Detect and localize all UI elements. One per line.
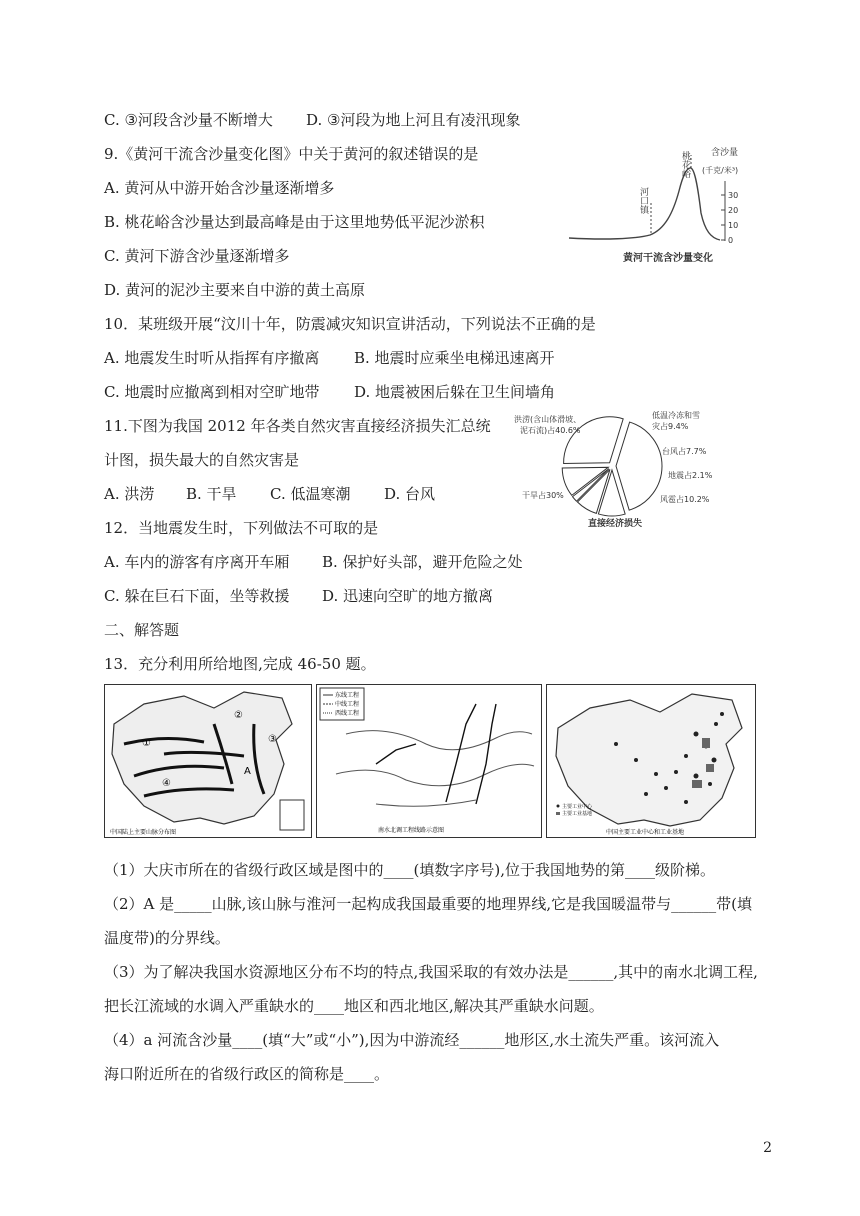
mountain-a: A [244, 766, 251, 777]
q13-part4-line1: （4）a 河流含沙量____(填“大”或“小”),因为中游流经______地形区,水土流失严重。该河流入 [104, 1031, 720, 1049]
pie-label-cold: 低温冷冻和雪 [652, 411, 700, 420]
q13-part2-line1: （2）A 是_____山脉,该山脉与淮河一起构成我国最重要的地理界线,它是我国暖温带与______带(填 [104, 895, 753, 913]
svg-text:主要工业中心: 主要工业中心 [562, 804, 593, 810]
section-heading: 二、解答题 [104, 621, 180, 639]
page-number: 2 [763, 1140, 772, 1156]
q8-option-c: C. ③河段含沙量不断增大 [104, 111, 273, 129]
svg-text:西线工程: 西线工程 [335, 710, 360, 717]
region-2: ② [234, 710, 243, 721]
tick-20: 20 [728, 206, 739, 215]
q10-option-b: B. 地震时应乘坐电梯迅速离开 [354, 349, 555, 367]
q10-option-d: D. 地震被困后躲在卫生间墙角 [354, 383, 556, 401]
q12-option-c: C. 躲在巨石下面，坐等救援 [104, 587, 290, 605]
mountain-map [104, 684, 312, 838]
region-1: ① [142, 738, 151, 749]
q12-option-d: D. 迅速向空旷的地方撤离 [322, 587, 494, 605]
south-north-water-map [316, 684, 542, 838]
q13-part3-line2: 把长江流域的水调入严重缺水的____地区和西北地区,解决其严重缺水问题。 [104, 997, 604, 1015]
pie-label-drought: 干旱占30% [522, 491, 564, 500]
sediment-chart [565, 143, 765, 265]
q11-option-a: A. 洪涝 [104, 485, 155, 503]
pie-slice-0 [616, 422, 662, 510]
q11-option-d: D. 台风 [384, 485, 436, 503]
region-4: ④ [162, 778, 171, 789]
peak-label: 桃花峪 [680, 151, 690, 178]
q11-option-c: C. 低温寒潮 [270, 485, 351, 503]
y-ticks [721, 191, 738, 245]
unit: (千克/米³) [702, 166, 739, 175]
map3-caption: 中国主要工业中心和工业基地 [606, 829, 685, 836]
unit-title: 含沙量 [711, 148, 739, 158]
q8-option-d: D. ③河段为地上河且有凌汛现象 [306, 111, 521, 129]
pie-label-flood-2: 泥石流)占40.6% [520, 426, 581, 435]
pie-label-cold-2: 灾占9.4% [652, 422, 689, 431]
q12-option-b: B. 保护好头部，避开危险之处 [322, 553, 523, 571]
tick-0: 0 [728, 236, 734, 245]
q9-option-d: D. 黄河的泥沙主要来自中游的黄土高原 [104, 281, 366, 299]
pie-title: 直接经济损失 [588, 519, 643, 529]
q9-stem: 9.《黄河干流含沙量变化图》中关于黄河的叙述错误的是 [104, 145, 479, 163]
q10-option-c: C. 地震时应撤离到相对空旷地带 [104, 383, 320, 401]
region-3: ③ [268, 734, 277, 745]
q13-part2-line2: 温度带)的分界线。 [104, 929, 230, 947]
tick-30: 30 [728, 191, 739, 200]
svg-text:东线工程: 东线工程 [335, 692, 360, 699]
q10-stem: 10．某班级开展“汶川十年，防震减灾知识宣讲活动，下列说法不正确的是 [104, 315, 596, 333]
q11-stem-line1: 11.下图为我国 2012 年各类自然灾害直接经济损失汇总统 [104, 417, 491, 435]
q11-stem-line2: 计图，损失最大的自然灾害是 [104, 451, 300, 469]
q13-stem: 13．充分利用所给地图,完成 46-50 题。 [104, 655, 376, 673]
pie-label-flood-1: 洪涝(含山体滑坡、 [514, 415, 582, 424]
industry-map [546, 684, 756, 838]
disaster-loss-pie-chart [512, 408, 724, 530]
q13-part4-line2: 海口附近所在的省级行政区的简称是____。 [104, 1065, 390, 1083]
q12-stem: 12．当地震发生时，下列做法不可取的是 [104, 519, 379, 537]
left-label: 河口镇 [638, 187, 648, 214]
pie-label-quake: 地震占2.1% [668, 471, 713, 480]
map2-caption: 南水北调工程线路示意图 [378, 827, 445, 834]
q9-option-b: B. 桃花峪含沙量达到最高峰是由于这里地势低平泥沙淤积 [104, 213, 485, 231]
svg-text:中线工程: 中线工程 [335, 701, 360, 708]
pie-label-typhoon: 台风占7.7% [662, 447, 707, 456]
q12-option-a: A. 车内的游客有序离开车厢 [104, 553, 290, 571]
q9-option-a: A. 黄河从中游开始含沙量逐渐增多 [104, 179, 335, 197]
q11-option-b: B. 干旱 [186, 485, 237, 503]
q13-part1: （1）大庆市所在的省级行政区域是图中的____(填数字序号),位于我国地势的第____级阶梯。 [104, 861, 716, 879]
tick-10: 10 [728, 221, 739, 230]
q9-option-c: C. 黄河下游含沙量逐渐增多 [104, 247, 290, 265]
chart-caption: 黄河干流含沙量变化 [623, 253, 713, 264]
pie-label-hail: 风雹占10.2% [660, 495, 710, 504]
svg-text:主要工业基地: 主要工业基地 [562, 811, 593, 817]
q10-option-a: A. 地震发生时听从指挥有序撤离 [104, 349, 320, 367]
map1-caption: 中国陆上主要山脉分布图 [110, 829, 177, 836]
q13-part3-line1: （3）为了解决我国水资源地区分布不均的特点,我国采取的有效办法是______,其中的南水北调工程, [104, 963, 758, 981]
